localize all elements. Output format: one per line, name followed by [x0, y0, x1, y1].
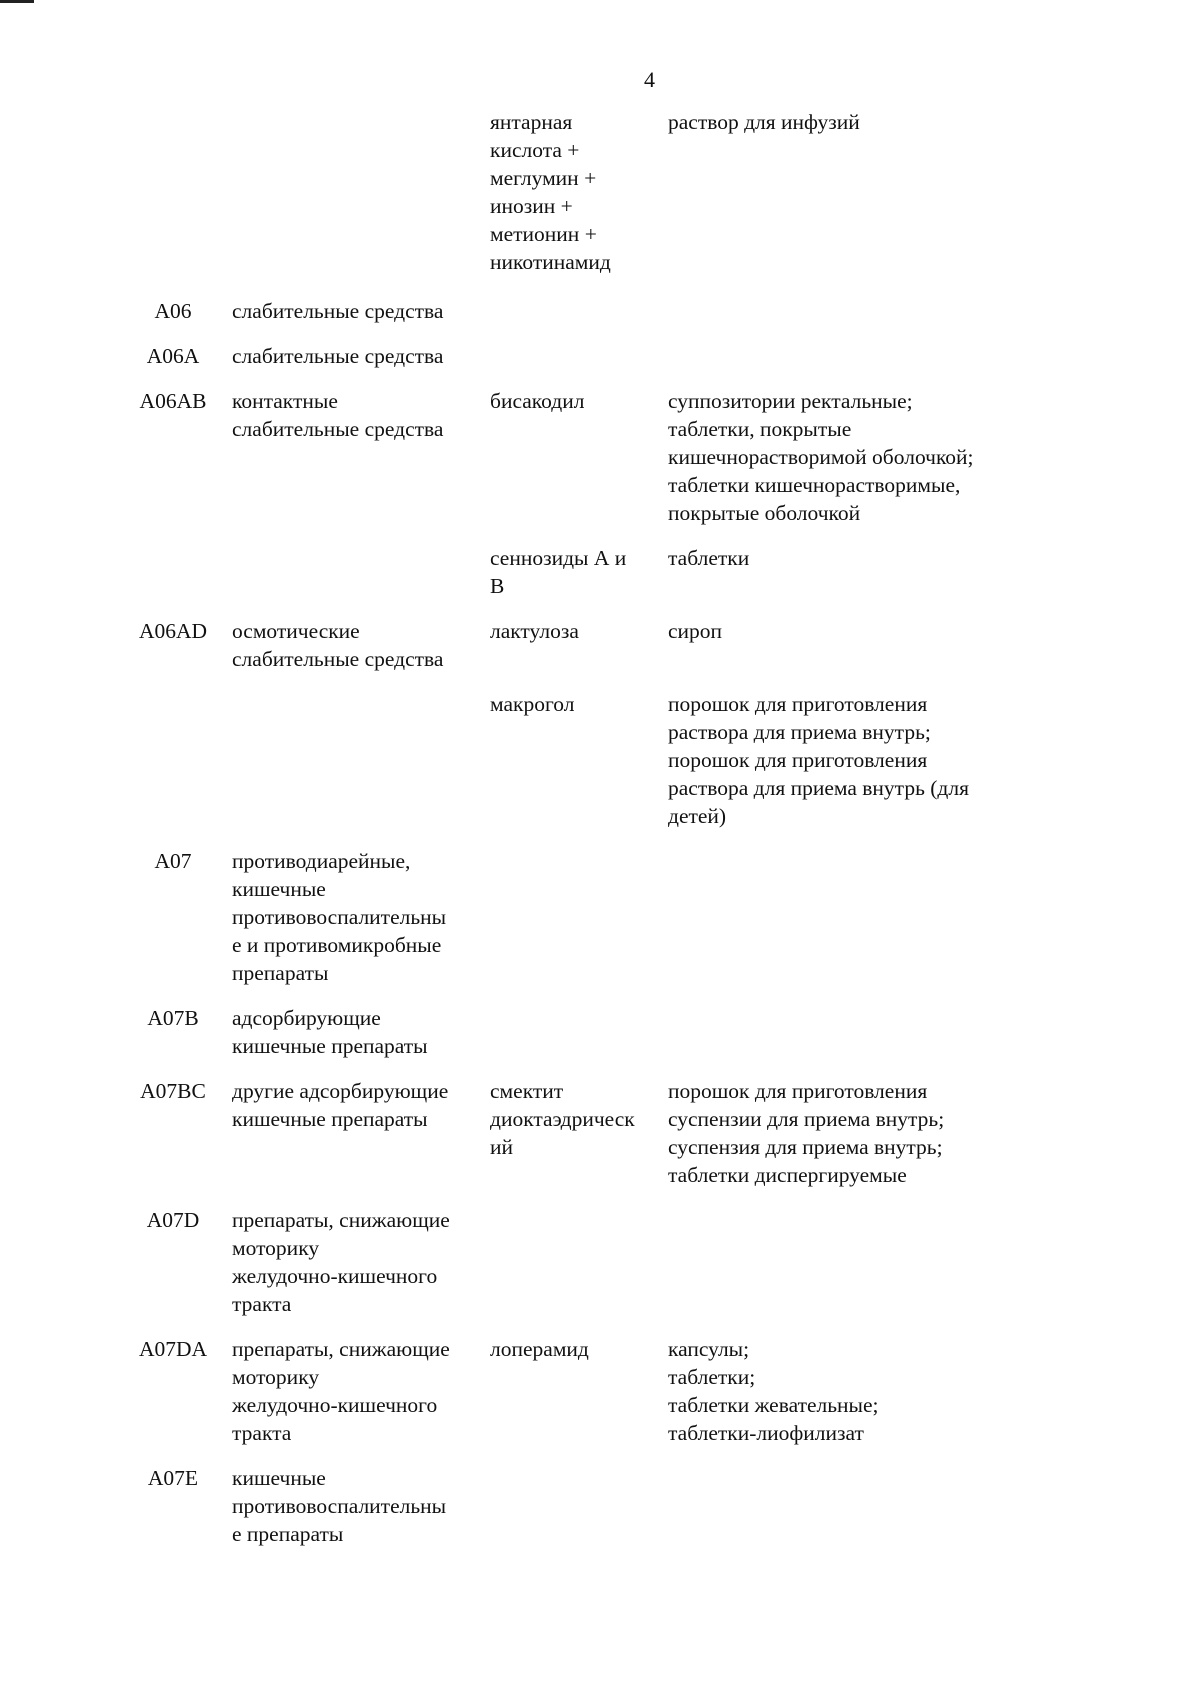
drug-name-cell: [490, 544, 626, 600]
table-row: [0, 1206, 1200, 1335]
table-row: [0, 342, 1200, 387]
atc-code-cell: [130, 297, 216, 325]
anatomical-group-cell: [232, 1464, 446, 1548]
table-row: [0, 690, 1200, 847]
dosage-form-cell: [668, 544, 749, 572]
anatomical-group-cell: [232, 847, 446, 987]
anatomical-group-line: слабительные средства: [232, 344, 444, 368]
drug-name-line: диоктаэдрическ: [490, 1107, 635, 1131]
dosage-form-cell: [668, 1077, 944, 1189]
anatomical-group-cell: [232, 1206, 450, 1318]
dosage-form-line: таблетки-лиофилизат: [668, 1421, 864, 1445]
anatomical-group-line: кишечные: [232, 1466, 326, 1490]
anatomical-group-line: слабительные средства: [232, 299, 444, 323]
atc-code: A06A: [146, 344, 200, 368]
atc-code-cell: [130, 1206, 216, 1234]
table-row: [0, 1335, 1200, 1464]
dosage-form-line: покрытые оболочкой: [668, 501, 861, 525]
atc-code-cell: [130, 342, 216, 370]
dosage-form-cell: [668, 690, 969, 830]
drug-name-line: смектит: [490, 1079, 564, 1103]
atc-code: A06AB: [139, 389, 207, 413]
dosage-form-line: таблетки: [668, 546, 750, 570]
table-row: [0, 847, 1200, 1004]
table-row: [0, 1004, 1200, 1077]
drug-name-line: меглумин +: [490, 166, 597, 190]
dosage-form-line: раствора для приема внутрь (для: [668, 776, 969, 800]
drug-name-line: метионин +: [490, 222, 597, 246]
atc-code-cell: [130, 847, 216, 875]
drug-name-line: лактулоза: [490, 619, 579, 643]
anatomical-group-line: другие адсорбирующие: [232, 1079, 449, 1103]
anatomical-group-line: адсорбирующие: [232, 1006, 381, 1030]
anatomical-group-line: слабительные средства: [232, 647, 444, 671]
dosage-form-line: капсулы;: [668, 1337, 750, 1361]
atc-code-cell: [130, 387, 216, 415]
atc-code-cell: [130, 1464, 216, 1492]
anatomical-group-line: кишечные препараты: [232, 1034, 428, 1058]
atc-code-cell: [130, 1077, 216, 1105]
anatomical-group-line: моторику: [232, 1365, 320, 1389]
drug-name-line: кислота +: [490, 138, 580, 162]
atc-code: A07DA: [138, 1337, 208, 1361]
drug-name-line: сеннозиды А и: [490, 546, 627, 570]
anatomical-group-line: противовоспалительны: [232, 905, 447, 929]
anatomical-group-line: тракта: [232, 1292, 292, 1316]
atc-code: A07B: [147, 1006, 199, 1030]
anatomical-group-line: е препараты: [232, 1522, 344, 1546]
dosage-form-cell: [668, 387, 974, 527]
dosage-form-line: таблетки жевательные;: [668, 1393, 879, 1417]
anatomical-group-line: препараты, снижающие: [232, 1337, 450, 1361]
scan-edge-mark: [0, 0, 34, 3]
atc-code-cell: [130, 1004, 216, 1032]
dosage-form-line: порошок для приготовления: [668, 1079, 928, 1103]
drug-name-cell: [490, 387, 584, 415]
atc-code: A07BC: [140, 1079, 206, 1103]
drug-name-line: бисакодил: [490, 389, 585, 413]
dosage-form-line: кишечнорастворимой оболочкой;: [668, 445, 974, 469]
anatomical-group-line: препараты: [232, 961, 329, 985]
table-row: [0, 544, 1200, 617]
anatomical-group-line: противодиарейные,: [232, 849, 411, 873]
anatomical-group-line: препараты, снижающие: [232, 1208, 450, 1232]
anatomical-group-line: кишечные: [232, 877, 326, 901]
drug-name-line: макрогол: [490, 692, 575, 716]
dosage-form-cell: [668, 617, 722, 645]
dosage-form-line: таблетки кишечнорастворимые,: [668, 473, 961, 497]
anatomical-group-line: контактные: [232, 389, 338, 413]
table-row: [0, 1464, 1200, 1565]
table-row: [0, 387, 1200, 544]
anatomical-group-line: желудочно-кишечного: [232, 1393, 438, 1417]
dosage-form-line: сироп: [668, 619, 723, 643]
drug-name-cell: [490, 617, 579, 645]
anatomical-group-line: слабительные средства: [232, 417, 444, 441]
dosage-form-cell: [668, 1335, 879, 1447]
drug-name-cell: [490, 1335, 589, 1363]
drug-name-line: ий: [490, 1135, 514, 1159]
dosage-form-line: таблетки, покрытые: [668, 417, 852, 441]
anatomical-group-line: тракта: [232, 1421, 292, 1445]
drug-name-line: никотинамид: [490, 250, 611, 274]
anatomical-group-cell: [232, 617, 443, 673]
anatomical-group-cell: [232, 387, 443, 443]
dosage-form-line: порошок для приготовления: [668, 692, 928, 716]
dosage-form-line: суспензии для приема внутрь;: [668, 1107, 945, 1131]
dosage-form-line: раствора для приема внутрь;: [668, 720, 931, 744]
dosage-form-cell: [668, 108, 860, 136]
dosage-form-line: таблетки;: [668, 1365, 756, 1389]
table-row: [0, 297, 1200, 342]
atc-code: A06AD: [138, 619, 208, 643]
anatomical-group-cell: [232, 1004, 428, 1060]
anatomical-group-cell: [232, 1077, 448, 1133]
dosage-form-line: раствор для инфузий: [668, 110, 860, 134]
dosage-form-line: порошок для приготовления: [668, 748, 928, 772]
anatomical-group-cell: [232, 1335, 450, 1447]
anatomical-group-line: противовоспалительны: [232, 1494, 447, 1518]
table-row: [0, 1077, 1200, 1206]
drug-name-line: В: [490, 574, 505, 598]
dosage-form-line: таблетки диспергируемые: [668, 1163, 907, 1187]
drug-name-line: лоперамид: [490, 1337, 589, 1361]
atc-code: A07D: [146, 1208, 200, 1232]
dosage-form-line: детей): [668, 804, 727, 828]
dosage-form-line: суппозитории ректальные;: [668, 389, 913, 413]
anatomical-group-line: кишечные препараты: [232, 1107, 428, 1131]
dosage-form-line: суспензия для приема внутрь;: [668, 1135, 943, 1159]
anatomical-group-line: желудочно-кишечного: [232, 1264, 438, 1288]
drug-classification-table: [0, 108, 1200, 1565]
drug-name-cell: [490, 1077, 635, 1161]
drug-name-cell: [490, 690, 574, 718]
atc-code: A07E: [147, 1466, 199, 1490]
drug-name-cell: [490, 108, 611, 276]
anatomical-group-line: осмотические: [232, 619, 360, 643]
anatomical-group-cell: [232, 297, 443, 325]
atc-code: A06: [154, 299, 192, 323]
table-row: [0, 617, 1200, 690]
atc-code-cell: [130, 617, 216, 645]
drug-name-line: янтарная: [490, 110, 573, 134]
page-number: 4: [644, 67, 655, 92]
anatomical-group-line: е и противомикробные: [232, 933, 442, 957]
table-row: [0, 108, 1200, 297]
drug-name-line: инозин +: [490, 194, 573, 218]
anatomical-group-line: моторику: [232, 1236, 320, 1260]
atc-code: A07: [154, 849, 192, 873]
atc-code-cell: [130, 1335, 216, 1363]
anatomical-group-cell: [232, 342, 443, 370]
